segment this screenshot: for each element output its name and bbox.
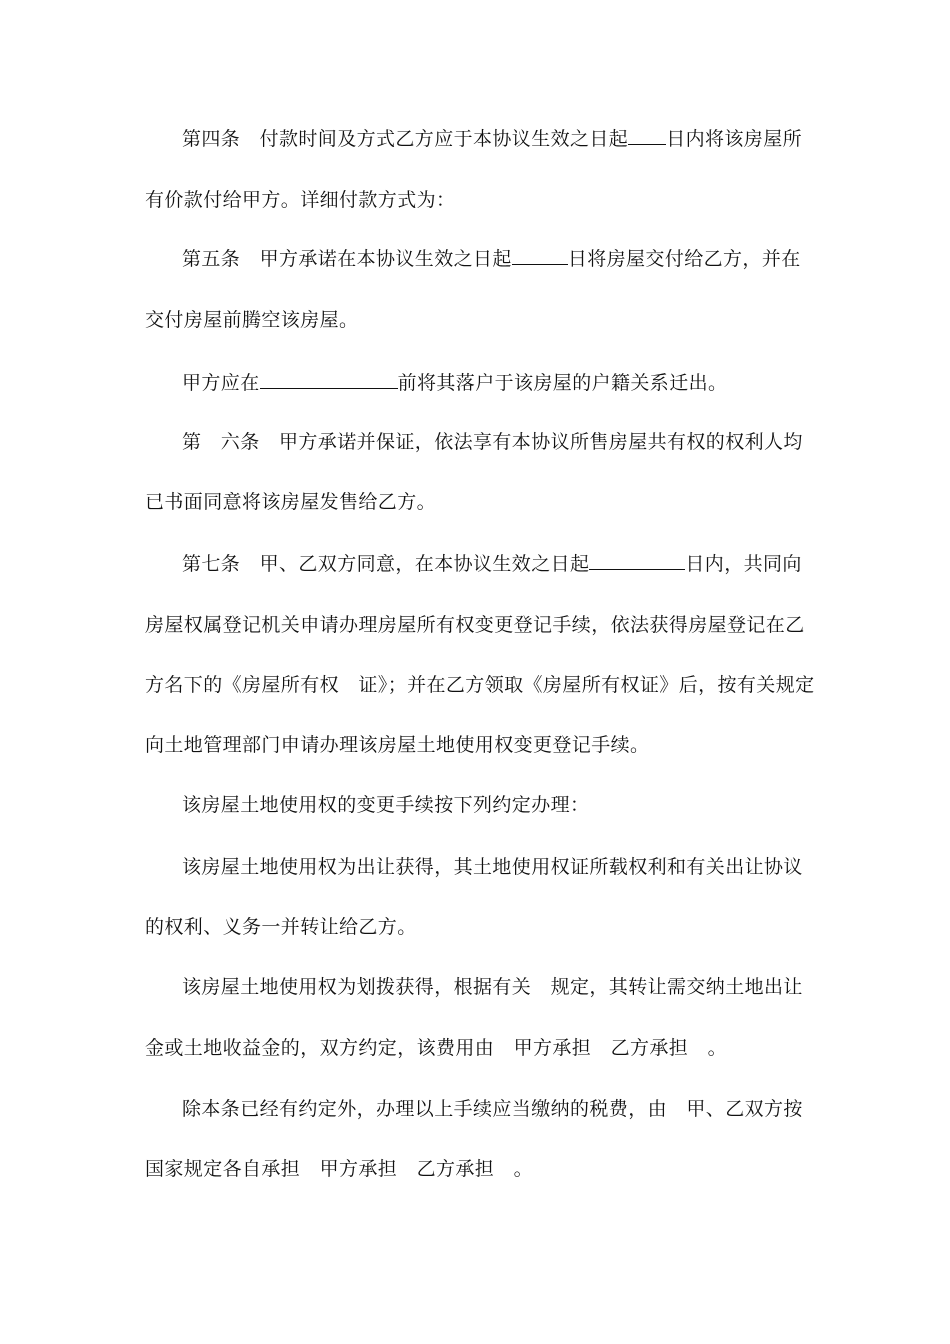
article-4-line-1 [182,126,802,151]
article-7-line-3 [145,673,815,697]
text-segment: 向土地管理部门申请办理该房屋土地使用权变更登记手续。 [145,734,650,756]
text-segment: 甲方应在 [182,372,260,394]
article-7-line-4 [145,733,649,757]
article-5-paragraph-2 [182,370,727,395]
text-segment: 该房屋土地使用权为出让获得，其土地使用权证所载权利和有关出让协议 [182,856,803,878]
text-segment: 已书面同意将该房屋发售给乙方。 [145,491,437,513]
text-segment: 该房屋土地使用权的变更手续按下列约定办理： [182,794,590,816]
tax-clause-line-2 [145,1157,533,1181]
text-segment: 金或土地收益金的，双方约定，该费用由 甲方承担 乙方承担 。 [145,1037,728,1059]
text-segment: 交付房屋前腾空该房屋。 [145,309,359,331]
text-segment: 除本条已经有约定外，办理以上手续应当缴纳的税费，由 甲、乙双方按 [182,1098,803,1120]
article-6-line-2 [145,490,436,514]
land-use-option-2-line-1 [182,975,803,999]
land-use-heading [182,793,589,817]
article-4-line-2 [145,188,455,212]
article-6-line-1 [182,430,803,454]
article-5-line-1 [182,246,801,271]
article-7-line-1 [182,551,802,576]
text-segment: 日内将该房屋所 [666,128,803,150]
text-segment: 前将其落户于该房屋的户籍关系迁出。 [397,372,728,394]
fill-blank [260,370,398,389]
text-segment: 第七条 甲、乙双方同意，在本协议生效之日起 [182,553,590,575]
text-segment: 有价款付给甲方。详细付款方式为： [145,189,456,211]
tax-clause-line-1 [182,1097,803,1121]
text-segment: 日内，共同向 [685,553,802,575]
text-segment: 方名下的《房屋所有权 证》；并在乙方领取《房屋所有权证》后，按有关规定 [145,674,815,696]
article-5-line-2 [145,308,358,332]
text-segment: 第 六条 甲方承诺并保证，依法享有本协议所售房屋共有权的权利人均 [182,431,803,453]
text-segment: 第四条 付款时间及方式乙方应于本协议生效之日起 [182,128,629,150]
text-segment: 房屋权属登记机关申请办理房屋所有权变更登记手续，依法获得房屋登记在乙 [145,614,805,636]
text-segment: 的权利、义务一并转让给乙方。 [145,916,417,938]
text-segment: 该房屋土地使用权为划拨获得，根据有关 规定，其转让需交纳土地出让 [182,976,803,998]
text-segment: 第五条 甲方承诺在本协议生效之日起 [182,248,512,270]
fill-blank [589,551,685,570]
text-segment: 日将房屋交付给乙方，并在 [567,248,801,270]
land-use-option-1-line-1 [182,855,803,879]
fill-blank [628,126,666,145]
fill-blank [512,246,568,265]
land-use-option-2-line-2 [145,1036,727,1060]
article-7-line-2 [145,613,805,637]
text-segment: 国家规定各自承担 甲方承担 乙方承担 。 [145,1158,534,1180]
land-use-option-1-line-2 [145,915,417,939]
